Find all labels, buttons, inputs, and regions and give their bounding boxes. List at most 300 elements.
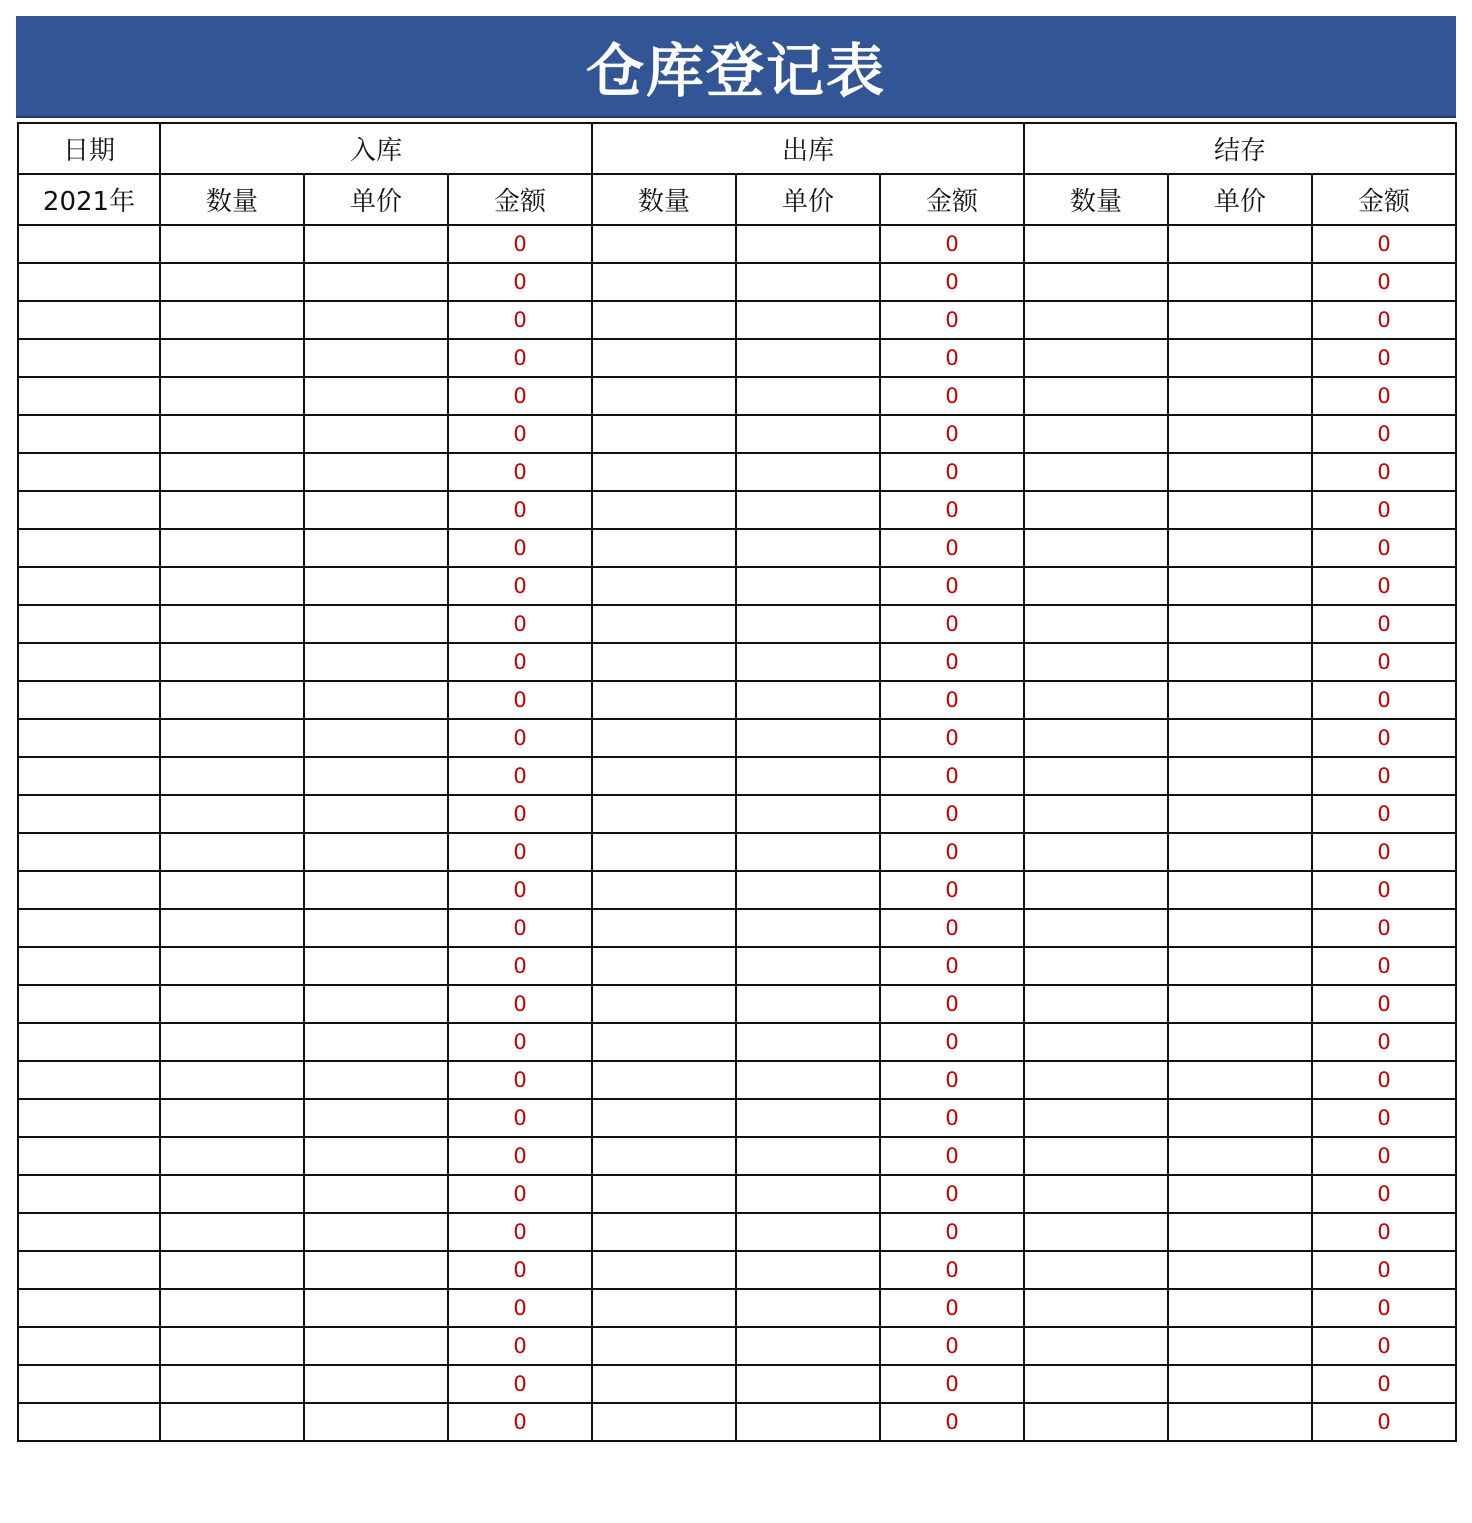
balance-unit-price-cell[interactable]	[1168, 1327, 1312, 1365]
balance-unit-price-cell[interactable]	[1168, 529, 1312, 567]
balance-quantity-cell[interactable]	[1024, 909, 1168, 947]
inbound-amount-cell[interactable]: 0	[448, 985, 592, 1023]
balance-unit-price-cell[interactable]	[1168, 415, 1312, 453]
inbound-unit-price-cell[interactable]	[304, 605, 448, 643]
outbound-unit-price-cell[interactable]	[736, 1251, 880, 1289]
outbound-unit-price-cell[interactable]	[736, 985, 880, 1023]
inbound-unit-price-cell[interactable]	[304, 263, 448, 301]
balance-quantity-cell[interactable]	[1024, 795, 1168, 833]
date-cell[interactable]	[18, 643, 160, 681]
outbound-amount-cell[interactable]: 0	[880, 681, 1024, 719]
balance-quantity-cell[interactable]	[1024, 1137, 1168, 1175]
outbound-amount-cell[interactable]: 0	[880, 1403, 1024, 1441]
balance-quantity-cell[interactable]	[1024, 377, 1168, 415]
outbound-quantity-cell[interactable]	[592, 491, 736, 529]
balance-amount-cell[interactable]: 0	[1312, 263, 1456, 301]
outbound-quantity-cell[interactable]	[592, 1213, 736, 1251]
outbound-quantity-cell[interactable]	[592, 1251, 736, 1289]
inbound-unit-price-cell[interactable]	[304, 529, 448, 567]
balance-unit-price-cell[interactable]	[1168, 985, 1312, 1023]
balance-unit-price-cell[interactable]	[1168, 719, 1312, 757]
balance-quantity-cell[interactable]	[1024, 529, 1168, 567]
inbound-amount-cell[interactable]: 0	[448, 643, 592, 681]
balance-quantity-cell[interactable]	[1024, 1403, 1168, 1441]
inbound-unit-price-cell[interactable]	[304, 377, 448, 415]
outbound-amount-cell[interactable]: 0	[880, 301, 1024, 339]
inbound-amount-cell[interactable]: 0	[448, 1099, 592, 1137]
outbound-amount-cell[interactable]: 0	[880, 567, 1024, 605]
balance-amount-cell[interactable]: 0	[1312, 225, 1456, 263]
date-cell[interactable]	[18, 1061, 160, 1099]
outbound-amount-cell[interactable]: 0	[880, 491, 1024, 529]
outbound-amount-cell[interactable]: 0	[880, 643, 1024, 681]
balance-unit-price-cell[interactable]	[1168, 263, 1312, 301]
date-cell[interactable]	[18, 947, 160, 985]
outbound-quantity-cell[interactable]	[592, 947, 736, 985]
balance-quantity-cell[interactable]	[1024, 1175, 1168, 1213]
balance-quantity-cell[interactable]	[1024, 1213, 1168, 1251]
balance-quantity-cell[interactable]	[1024, 1327, 1168, 1365]
balance-amount-cell[interactable]: 0	[1312, 1365, 1456, 1403]
inbound-amount-cell[interactable]: 0	[448, 1175, 592, 1213]
balance-quantity-cell[interactable]	[1024, 567, 1168, 605]
outbound-unit-price-cell[interactable]	[736, 1213, 880, 1251]
inbound-unit-price-cell[interactable]	[304, 415, 448, 453]
outbound-quantity-cell[interactable]	[592, 833, 736, 871]
date-cell[interactable]	[18, 985, 160, 1023]
inbound-quantity-cell[interactable]	[160, 1251, 304, 1289]
outbound-unit-price-cell[interactable]	[736, 757, 880, 795]
date-cell[interactable]	[18, 1213, 160, 1251]
balance-quantity-cell[interactable]	[1024, 225, 1168, 263]
date-cell[interactable]	[18, 1023, 160, 1061]
balance-unit-price-cell[interactable]	[1168, 795, 1312, 833]
outbound-amount-cell[interactable]: 0	[880, 1023, 1024, 1061]
balance-amount-cell[interactable]: 0	[1312, 415, 1456, 453]
date-cell[interactable]	[18, 529, 160, 567]
balance-amount-cell[interactable]: 0	[1312, 605, 1456, 643]
inbound-quantity-cell[interactable]	[160, 263, 304, 301]
balance-amount-cell[interactable]: 0	[1312, 1061, 1456, 1099]
outbound-quantity-cell[interactable]	[592, 1061, 736, 1099]
balance-unit-price-cell[interactable]	[1168, 1137, 1312, 1175]
inbound-quantity-cell[interactable]	[160, 1137, 304, 1175]
balance-amount-cell[interactable]: 0	[1312, 1403, 1456, 1441]
balance-amount-cell[interactable]: 0	[1312, 833, 1456, 871]
outbound-quantity-cell[interactable]	[592, 339, 736, 377]
inbound-unit-price-cell[interactable]	[304, 757, 448, 795]
inbound-unit-price-cell[interactable]	[304, 453, 448, 491]
outbound-unit-price-cell[interactable]	[736, 947, 880, 985]
date-cell[interactable]	[18, 681, 160, 719]
outbound-unit-price-cell[interactable]	[736, 567, 880, 605]
inbound-quantity-cell[interactable]	[160, 491, 304, 529]
inbound-amount-cell[interactable]: 0	[448, 491, 592, 529]
outbound-unit-price-cell[interactable]	[736, 909, 880, 947]
balance-amount-cell[interactable]: 0	[1312, 377, 1456, 415]
inbound-amount-cell[interactable]: 0	[448, 605, 592, 643]
balance-quantity-cell[interactable]	[1024, 339, 1168, 377]
inbound-unit-price-cell[interactable]	[304, 1099, 448, 1137]
inbound-amount-cell[interactable]: 0	[448, 681, 592, 719]
balance-quantity-cell[interactable]	[1024, 605, 1168, 643]
inbound-quantity-cell[interactable]	[160, 909, 304, 947]
inbound-amount-cell[interactable]: 0	[448, 339, 592, 377]
outbound-unit-price-cell[interactable]	[736, 415, 880, 453]
inbound-amount-cell[interactable]: 0	[448, 1289, 592, 1327]
date-cell[interactable]	[18, 377, 160, 415]
inbound-quantity-cell[interactable]	[160, 415, 304, 453]
inbound-unit-price-cell[interactable]	[304, 985, 448, 1023]
inbound-quantity-cell[interactable]	[160, 681, 304, 719]
balance-quantity-cell[interactable]	[1024, 491, 1168, 529]
outbound-quantity-cell[interactable]	[592, 377, 736, 415]
outbound-quantity-cell[interactable]	[592, 1289, 736, 1327]
inbound-amount-cell[interactable]: 0	[448, 795, 592, 833]
balance-amount-cell[interactable]: 0	[1312, 719, 1456, 757]
balance-amount-cell[interactable]: 0	[1312, 871, 1456, 909]
inbound-amount-cell[interactable]: 0	[448, 415, 592, 453]
inbound-quantity-cell[interactable]	[160, 377, 304, 415]
outbound-amount-cell[interactable]: 0	[880, 1061, 1024, 1099]
outbound-quantity-cell[interactable]	[592, 757, 736, 795]
outbound-amount-cell[interactable]: 0	[880, 909, 1024, 947]
date-cell[interactable]	[18, 871, 160, 909]
inbound-quantity-cell[interactable]	[160, 1175, 304, 1213]
inbound-unit-price-cell[interactable]	[304, 1137, 448, 1175]
inbound-quantity-cell[interactable]	[160, 339, 304, 377]
balance-unit-price-cell[interactable]	[1168, 377, 1312, 415]
outbound-amount-cell[interactable]: 0	[880, 1365, 1024, 1403]
inbound-quantity-cell[interactable]	[160, 795, 304, 833]
outbound-amount-cell[interactable]: 0	[880, 453, 1024, 491]
inbound-quantity-cell[interactable]	[160, 1403, 304, 1441]
balance-amount-cell[interactable]: 0	[1312, 795, 1456, 833]
outbound-quantity-cell[interactable]	[592, 529, 736, 567]
inbound-quantity-cell[interactable]	[160, 871, 304, 909]
outbound-unit-price-cell[interactable]	[736, 681, 880, 719]
outbound-unit-price-cell[interactable]	[736, 1403, 880, 1441]
outbound-amount-cell[interactable]: 0	[880, 263, 1024, 301]
balance-quantity-cell[interactable]	[1024, 1061, 1168, 1099]
balance-unit-price-cell[interactable]	[1168, 1099, 1312, 1137]
date-cell[interactable]	[18, 225, 160, 263]
date-cell[interactable]	[18, 605, 160, 643]
date-cell[interactable]	[18, 453, 160, 491]
balance-unit-price-cell[interactable]	[1168, 947, 1312, 985]
balance-unit-price-cell[interactable]	[1168, 491, 1312, 529]
outbound-quantity-cell[interactable]	[592, 225, 736, 263]
inbound-quantity-cell[interactable]	[160, 1327, 304, 1365]
outbound-amount-cell[interactable]: 0	[880, 871, 1024, 909]
outbound-amount-cell[interactable]: 0	[880, 985, 1024, 1023]
date-cell[interactable]	[18, 719, 160, 757]
date-cell[interactable]	[18, 757, 160, 795]
inbound-quantity-cell[interactable]	[160, 985, 304, 1023]
date-cell[interactable]	[18, 1365, 160, 1403]
balance-amount-cell[interactable]: 0	[1312, 947, 1456, 985]
inbound-amount-cell[interactable]: 0	[448, 1023, 592, 1061]
inbound-quantity-cell[interactable]	[160, 453, 304, 491]
outbound-unit-price-cell[interactable]	[736, 339, 880, 377]
inbound-quantity-cell[interactable]	[160, 225, 304, 263]
inbound-amount-cell[interactable]: 0	[448, 1365, 592, 1403]
inbound-amount-cell[interactable]: 0	[448, 871, 592, 909]
balance-quantity-cell[interactable]	[1024, 871, 1168, 909]
date-cell[interactable]	[18, 263, 160, 301]
date-cell[interactable]	[18, 795, 160, 833]
outbound-unit-price-cell[interactable]	[736, 491, 880, 529]
outbound-amount-cell[interactable]: 0	[880, 1251, 1024, 1289]
inbound-unit-price-cell[interactable]	[304, 719, 448, 757]
inbound-unit-price-cell[interactable]	[304, 871, 448, 909]
inbound-quantity-cell[interactable]	[160, 567, 304, 605]
balance-unit-price-cell[interactable]	[1168, 1365, 1312, 1403]
balance-amount-cell[interactable]: 0	[1312, 529, 1456, 567]
inbound-quantity-cell[interactable]	[160, 1099, 304, 1137]
inbound-amount-cell[interactable]: 0	[448, 833, 592, 871]
outbound-unit-price-cell[interactable]	[736, 301, 880, 339]
date-cell[interactable]	[18, 415, 160, 453]
balance-amount-cell[interactable]: 0	[1312, 681, 1456, 719]
balance-amount-cell[interactable]: 0	[1312, 643, 1456, 681]
inbound-unit-price-cell[interactable]	[304, 833, 448, 871]
balance-amount-cell[interactable]: 0	[1312, 339, 1456, 377]
balance-unit-price-cell[interactable]	[1168, 605, 1312, 643]
inbound-amount-cell[interactable]: 0	[448, 301, 592, 339]
inbound-quantity-cell[interactable]	[160, 529, 304, 567]
balance-amount-cell[interactable]: 0	[1312, 909, 1456, 947]
inbound-unit-price-cell[interactable]	[304, 1251, 448, 1289]
outbound-quantity-cell[interactable]	[592, 1403, 736, 1441]
inbound-unit-price-cell[interactable]	[304, 1061, 448, 1099]
outbound-unit-price-cell[interactable]	[736, 1061, 880, 1099]
inbound-unit-price-cell[interactable]	[304, 795, 448, 833]
inbound-unit-price-cell[interactable]	[304, 339, 448, 377]
outbound-unit-price-cell[interactable]	[736, 719, 880, 757]
balance-unit-price-cell[interactable]	[1168, 871, 1312, 909]
outbound-amount-cell[interactable]: 0	[880, 377, 1024, 415]
balance-quantity-cell[interactable]	[1024, 1251, 1168, 1289]
inbound-amount-cell[interactable]: 0	[448, 567, 592, 605]
inbound-quantity-cell[interactable]	[160, 643, 304, 681]
outbound-quantity-cell[interactable]	[592, 605, 736, 643]
outbound-amount-cell[interactable]: 0	[880, 795, 1024, 833]
balance-unit-price-cell[interactable]	[1168, 1289, 1312, 1327]
balance-amount-cell[interactable]: 0	[1312, 1023, 1456, 1061]
balance-unit-price-cell[interactable]	[1168, 757, 1312, 795]
outbound-quantity-cell[interactable]	[592, 263, 736, 301]
outbound-quantity-cell[interactable]	[592, 1137, 736, 1175]
inbound-unit-price-cell[interactable]	[304, 909, 448, 947]
outbound-amount-cell[interactable]: 0	[880, 225, 1024, 263]
inbound-quantity-cell[interactable]	[160, 833, 304, 871]
inbound-quantity-cell[interactable]	[160, 757, 304, 795]
balance-unit-price-cell[interactable]	[1168, 1023, 1312, 1061]
balance-amount-cell[interactable]: 0	[1312, 985, 1456, 1023]
outbound-quantity-cell[interactable]	[592, 1365, 736, 1403]
outbound-unit-price-cell[interactable]	[736, 263, 880, 301]
inbound-amount-cell[interactable]: 0	[448, 947, 592, 985]
inbound-amount-cell[interactable]: 0	[448, 1137, 592, 1175]
inbound-unit-price-cell[interactable]	[304, 1365, 448, 1403]
inbound-quantity-cell[interactable]	[160, 1023, 304, 1061]
outbound-quantity-cell[interactable]	[592, 1023, 736, 1061]
date-cell[interactable]	[18, 339, 160, 377]
balance-unit-price-cell[interactable]	[1168, 833, 1312, 871]
balance-unit-price-cell[interactable]	[1168, 567, 1312, 605]
outbound-amount-cell[interactable]: 0	[880, 339, 1024, 377]
inbound-amount-cell[interactable]: 0	[448, 1251, 592, 1289]
outbound-unit-price-cell[interactable]	[736, 605, 880, 643]
outbound-unit-price-cell[interactable]	[736, 1023, 880, 1061]
date-cell[interactable]	[18, 1289, 160, 1327]
balance-quantity-cell[interactable]	[1024, 643, 1168, 681]
balance-quantity-cell[interactable]	[1024, 757, 1168, 795]
outbound-amount-cell[interactable]: 0	[880, 1099, 1024, 1137]
inbound-amount-cell[interactable]: 0	[448, 909, 592, 947]
date-cell[interactable]	[18, 909, 160, 947]
outbound-amount-cell[interactable]: 0	[880, 833, 1024, 871]
balance-amount-cell[interactable]: 0	[1312, 453, 1456, 491]
inbound-amount-cell[interactable]: 0	[448, 1061, 592, 1099]
inbound-unit-price-cell[interactable]	[304, 1023, 448, 1061]
inbound-unit-price-cell[interactable]	[304, 1289, 448, 1327]
outbound-unit-price-cell[interactable]	[736, 377, 880, 415]
balance-amount-cell[interactable]: 0	[1312, 1213, 1456, 1251]
inbound-unit-price-cell[interactable]	[304, 1327, 448, 1365]
inbound-unit-price-cell[interactable]	[304, 681, 448, 719]
inbound-unit-price-cell[interactable]	[304, 947, 448, 985]
balance-amount-cell[interactable]: 0	[1312, 1099, 1456, 1137]
balance-quantity-cell[interactable]	[1024, 985, 1168, 1023]
outbound-amount-cell[interactable]: 0	[880, 947, 1024, 985]
inbound-unit-price-cell[interactable]	[304, 225, 448, 263]
balance-quantity-cell[interactable]	[1024, 1289, 1168, 1327]
date-cell[interactable]	[18, 1099, 160, 1137]
date-cell[interactable]	[18, 1403, 160, 1441]
balance-amount-cell[interactable]: 0	[1312, 491, 1456, 529]
balance-unit-price-cell[interactable]	[1168, 643, 1312, 681]
outbound-amount-cell[interactable]: 0	[880, 1175, 1024, 1213]
balance-quantity-cell[interactable]	[1024, 415, 1168, 453]
date-cell[interactable]	[18, 833, 160, 871]
balance-quantity-cell[interactable]	[1024, 947, 1168, 985]
date-cell[interactable]	[18, 301, 160, 339]
inbound-unit-price-cell[interactable]	[304, 301, 448, 339]
inbound-amount-cell[interactable]: 0	[448, 1327, 592, 1365]
outbound-amount-cell[interactable]: 0	[880, 1213, 1024, 1251]
balance-quantity-cell[interactable]	[1024, 833, 1168, 871]
outbound-quantity-cell[interactable]	[592, 1327, 736, 1365]
balance-quantity-cell[interactable]	[1024, 263, 1168, 301]
outbound-quantity-cell[interactable]	[592, 871, 736, 909]
outbound-amount-cell[interactable]: 0	[880, 1289, 1024, 1327]
inbound-unit-price-cell[interactable]	[304, 643, 448, 681]
balance-unit-price-cell[interactable]	[1168, 225, 1312, 263]
inbound-quantity-cell[interactable]	[160, 719, 304, 757]
balance-amount-cell[interactable]: 0	[1312, 301, 1456, 339]
date-cell[interactable]	[18, 1251, 160, 1289]
inbound-unit-price-cell[interactable]	[304, 1175, 448, 1213]
date-cell[interactable]	[18, 1137, 160, 1175]
balance-quantity-cell[interactable]	[1024, 719, 1168, 757]
outbound-unit-price-cell[interactable]	[736, 643, 880, 681]
outbound-unit-price-cell[interactable]	[736, 871, 880, 909]
balance-unit-price-cell[interactable]	[1168, 339, 1312, 377]
balance-unit-price-cell[interactable]	[1168, 681, 1312, 719]
balance-quantity-cell[interactable]	[1024, 1023, 1168, 1061]
inbound-quantity-cell[interactable]	[160, 1061, 304, 1099]
outbound-unit-price-cell[interactable]	[736, 453, 880, 491]
balance-amount-cell[interactable]: 0	[1312, 1251, 1456, 1289]
outbound-unit-price-cell[interactable]	[736, 529, 880, 567]
outbound-amount-cell[interactable]: 0	[880, 1327, 1024, 1365]
inbound-quantity-cell[interactable]	[160, 1365, 304, 1403]
balance-amount-cell[interactable]: 0	[1312, 1289, 1456, 1327]
date-cell[interactable]	[18, 567, 160, 605]
outbound-unit-price-cell[interactable]	[736, 225, 880, 263]
balance-amount-cell[interactable]: 0	[1312, 757, 1456, 795]
balance-unit-price-cell[interactable]	[1168, 1175, 1312, 1213]
inbound-quantity-cell[interactable]	[160, 947, 304, 985]
inbound-unit-price-cell[interactable]	[304, 1403, 448, 1441]
outbound-amount-cell[interactable]: 0	[880, 415, 1024, 453]
outbound-quantity-cell[interactable]	[592, 681, 736, 719]
balance-unit-price-cell[interactable]	[1168, 1251, 1312, 1289]
outbound-quantity-cell[interactable]	[592, 301, 736, 339]
balance-quantity-cell[interactable]	[1024, 301, 1168, 339]
balance-amount-cell[interactable]: 0	[1312, 1137, 1456, 1175]
inbound-amount-cell[interactable]: 0	[448, 1213, 592, 1251]
outbound-quantity-cell[interactable]	[592, 643, 736, 681]
outbound-quantity-cell[interactable]	[592, 453, 736, 491]
balance-unit-price-cell[interactable]	[1168, 909, 1312, 947]
inbound-quantity-cell[interactable]	[160, 301, 304, 339]
balance-unit-price-cell[interactable]	[1168, 1061, 1312, 1099]
inbound-amount-cell[interactable]: 0	[448, 1403, 592, 1441]
inbound-amount-cell[interactable]: 0	[448, 719, 592, 757]
outbound-unit-price-cell[interactable]	[736, 1175, 880, 1213]
outbound-unit-price-cell[interactable]	[736, 1327, 880, 1365]
outbound-amount-cell[interactable]: 0	[880, 719, 1024, 757]
outbound-quantity-cell[interactable]	[592, 1175, 736, 1213]
balance-quantity-cell[interactable]	[1024, 453, 1168, 491]
balance-quantity-cell[interactable]	[1024, 1099, 1168, 1137]
outbound-amount-cell[interactable]: 0	[880, 529, 1024, 567]
inbound-amount-cell[interactable]: 0	[448, 263, 592, 301]
balance-unit-price-cell[interactable]	[1168, 301, 1312, 339]
outbound-unit-price-cell[interactable]	[736, 833, 880, 871]
inbound-unit-price-cell[interactable]	[304, 567, 448, 605]
balance-unit-price-cell[interactable]	[1168, 1213, 1312, 1251]
outbound-unit-price-cell[interactable]	[736, 795, 880, 833]
outbound-unit-price-cell[interactable]	[736, 1289, 880, 1327]
balance-amount-cell[interactable]: 0	[1312, 567, 1456, 605]
inbound-quantity-cell[interactable]	[160, 1213, 304, 1251]
inbound-unit-price-cell[interactable]	[304, 491, 448, 529]
outbound-unit-price-cell[interactable]	[736, 1099, 880, 1137]
inbound-amount-cell[interactable]: 0	[448, 529, 592, 567]
outbound-unit-price-cell[interactable]	[736, 1365, 880, 1403]
date-cell[interactable]	[18, 1175, 160, 1213]
outbound-amount-cell[interactable]: 0	[880, 757, 1024, 795]
outbound-quantity-cell[interactable]	[592, 985, 736, 1023]
inbound-unit-price-cell[interactable]	[304, 1213, 448, 1251]
balance-quantity-cell[interactable]	[1024, 681, 1168, 719]
inbound-quantity-cell[interactable]	[160, 1289, 304, 1327]
date-cell[interactable]	[18, 491, 160, 529]
